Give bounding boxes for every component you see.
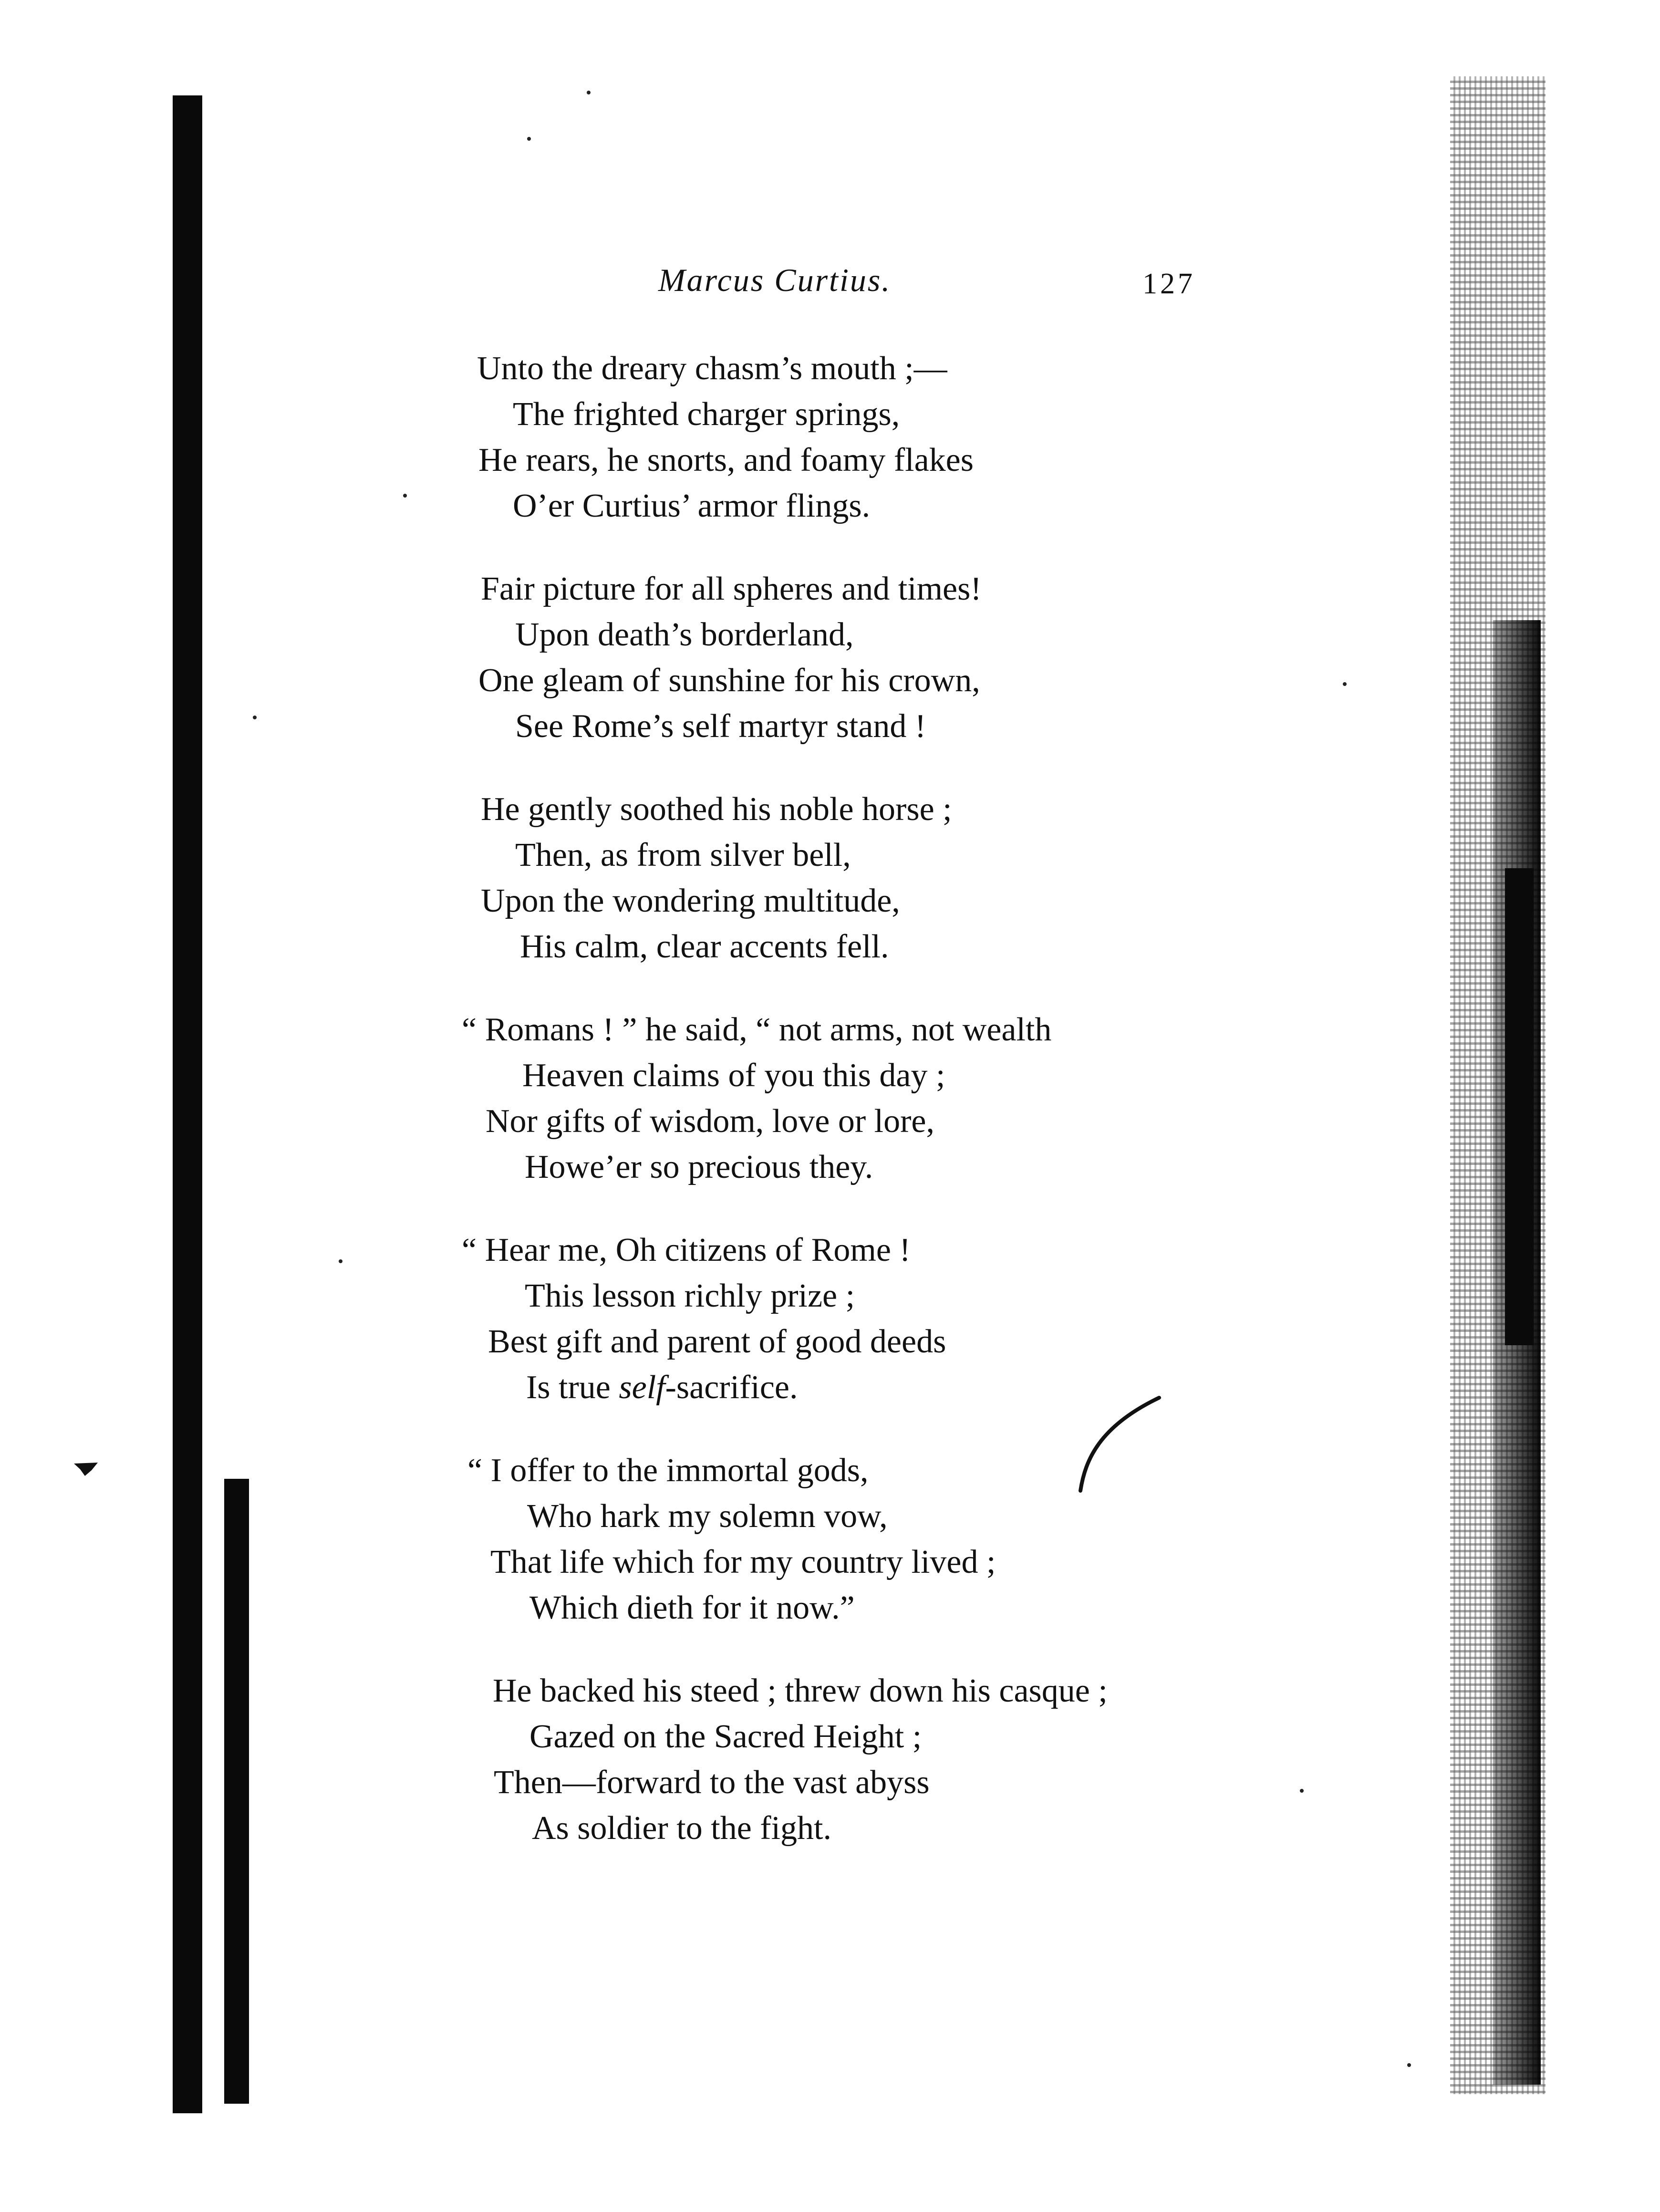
verse-line: Fair picture for all spheres and times! (481, 571, 982, 607)
verse-line: Then, as from silver bell, (515, 837, 851, 873)
verse-line: Upon the wondering multitude, (481, 883, 900, 919)
verse-line: He rears, he snorts, and foamy flakes (478, 442, 974, 478)
verse-line: Upon death’s borderland, (515, 616, 854, 653)
verse-line: His calm, clear accents fell. (520, 928, 889, 965)
verse-line: This lesson richly prize ; (525, 1277, 855, 1314)
scan-speck (339, 1259, 342, 1263)
verse-line: “ I offer to the immortal gods, (467, 1452, 869, 1489)
scan-speck (1300, 1789, 1304, 1793)
binding-edge-shadow-lower (224, 1479, 249, 2104)
scan-speck (1343, 682, 1347, 686)
verse-line: The frighted charger springs, (513, 396, 900, 433)
verse-line: He gently soothed his noble horse ; (481, 791, 952, 828)
verse-line: He backed his steed ; threw down his casque ; (493, 1672, 1108, 1709)
verse-line: As soldier to the fight. (532, 1810, 831, 1847)
verse-text: Is true (526, 1369, 619, 1406)
scan-speck (587, 91, 591, 94)
verse-line: “ Hear me, Oh citizens of Rome ! (462, 1232, 911, 1268)
verse-line: See Rome’s self martyr stand ! (515, 708, 926, 745)
verse-line: Unto the dreary chasm’s mouth ;— (477, 350, 947, 387)
verse-line: Then—forward to the vast abyss (494, 1764, 930, 1801)
verse-line: Howe’er so precious they. (525, 1149, 873, 1185)
scan-speck (253, 716, 257, 719)
scan-speck (1407, 2063, 1411, 2067)
binding-edge-shadow (173, 95, 202, 2113)
verse-text: -sacrifice. (665, 1369, 798, 1406)
italic-emphasis: self (619, 1369, 665, 1406)
pen-stroke-mark (1076, 1388, 1171, 1498)
running-head: Marcus Curtius. (658, 262, 892, 298)
verse-line: “ Romans ! ” he said, “ not arms, not wealth (462, 1011, 1052, 1048)
gutter-shadow-dark-band (1505, 868, 1534, 1345)
verse-line: Gazed on the Sacred Height ; (529, 1718, 922, 1755)
scan-speck (403, 494, 407, 498)
page-number: 127 (1142, 268, 1195, 300)
verse-line-self-sacrifice (526, 1371, 798, 1404)
verse-line: Which dieth for it now.” (529, 1589, 855, 1626)
verse-line: O’er Curtius’ armor flings. (513, 488, 871, 524)
verse-line: Nor gifts of wisdom, love or lore, (486, 1103, 934, 1140)
ink-blot-icon (72, 1460, 100, 1479)
verse-line: That life which for my country lived ; (490, 1544, 996, 1580)
verse-line: Heaven claims of you this day ; (522, 1057, 945, 1094)
verse-line: Best gift and parent of good deeds (488, 1323, 946, 1360)
gutter-shadow-core (1493, 620, 1541, 2085)
scan-speck (527, 137, 531, 141)
verse-line: One gleam of sunshine for his crown, (478, 662, 980, 699)
verse-line: Who hark my solemn vow, (527, 1498, 888, 1535)
